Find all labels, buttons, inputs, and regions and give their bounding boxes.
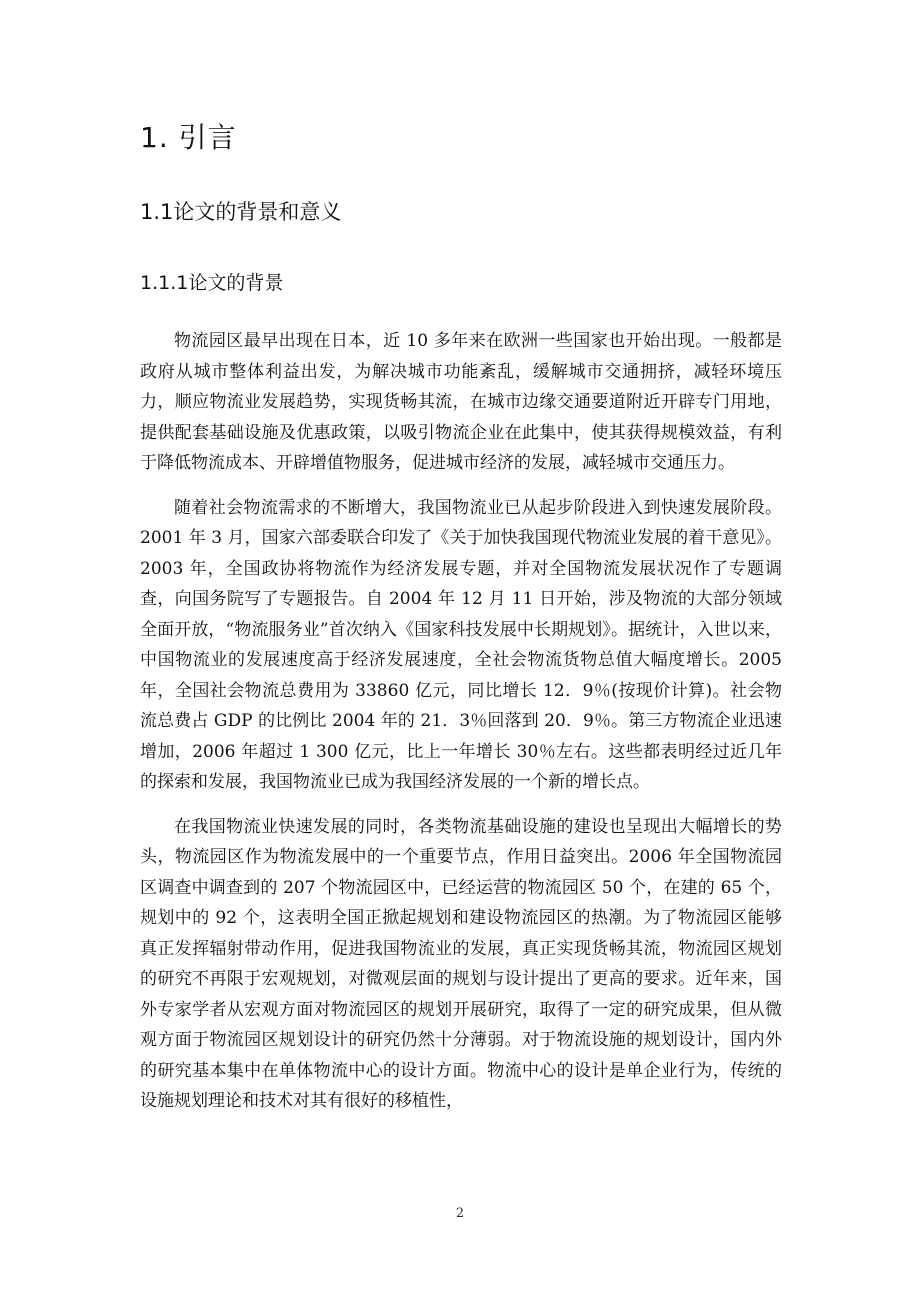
paragraph-3: 在我国物流业快速发展的同时，各类物流基础设施的建设也呈现出大幅增长的势头，物流园区作为物流发展中的一个重要节点，作用日益突出。2006 年全国物流园区调查中调查到的 207 个物流园区中，已经运营的物流园区 50 个，在建的 65 个，规划中的 92 个，这表明全国正掀起规划和建设物流园区的热潮。为了物流园区能够真正发挥辐射带动作用，促进我国物流业的发展，真正实现货畅其流，物流园区规划的研究不再限于宏观规划，对微观层面的规划与设计提出了更高的要求。近年来，国外专家学者从宏观方面对物流园区的规划开展研究，取得了一定的研究成果，但从微观方面于物流园区规划设计的研究仍然十分薄弱。对于物流设施的规划设计，国内外的研究基本集中在单体物流中心的设计方面。物流中心的设计是单企业行为，传统的设施规划理论和技术对其有很好的移植性， bbox=[140, 816, 782, 1111]
section-heading: 1.1论文的背景和意义 bbox=[140, 200, 342, 224]
body-text bbox=[140, 326, 782, 1131]
subsection-heading: 1.1.1论文的背景 bbox=[140, 272, 284, 294]
chapter-heading: 1. 引言 bbox=[140, 121, 237, 154]
page-number: 2 bbox=[455, 1206, 465, 1221]
paragraph-1: 物流园区最早出现在日本，近 10 多年来在欧洲一些国家也开始出现。一般都是政府从城市整体利益出发，为解决城市功能紊乱，缓解城市交通拥挤，减轻环境压力，顺应物流业发展趋势，实现货畅其流，在城市边缘交通要道附近开辟专门用地，提供配套基础设施及优惠政策，以吸引物流企业在此集中，使其获得规模效益，有利于降低物流成本、开辟增值物服务，促进城市经济的发展，减轻城市交通压力。 bbox=[140, 331, 782, 473]
paragraph-2: 随着社会物流需求的不断增大，我国物流业已从起步阶段进入到快速发展阶段。2001 年 3 月，国家六部委联合印发了《关于加快我国现代物流业发展的着干意见》。2003 年，全国政协将物流作为经济发展专题，并对全国物流发展状况作了专题调查，向国务院写了专题报告。自 2004 年 12 月 11 日开始，涉及物流的大部分领域全面开放，“物流服务业”首次纳入《国家科技发展中长期规划》。据统计，入世以来，中国物流业的发展速度高于经济发展速度，全社会物流货物总值大幅度增长。2005 年，全国社会物流总费用为 33860 亿元，同比增长 12．9％(按现价计算)。社会物流总费占 GDP 的比例比 2004 年的 21．3％回落到 20．9％。第三方物流企业迅速增加，2006 年超过 1 300 亿元，比上一年增长 30％左右。这些都表明经过近几年的探索和发展，我国物流业已成为我国经济发展的一个新的增长点。 bbox=[140, 497, 782, 792]
